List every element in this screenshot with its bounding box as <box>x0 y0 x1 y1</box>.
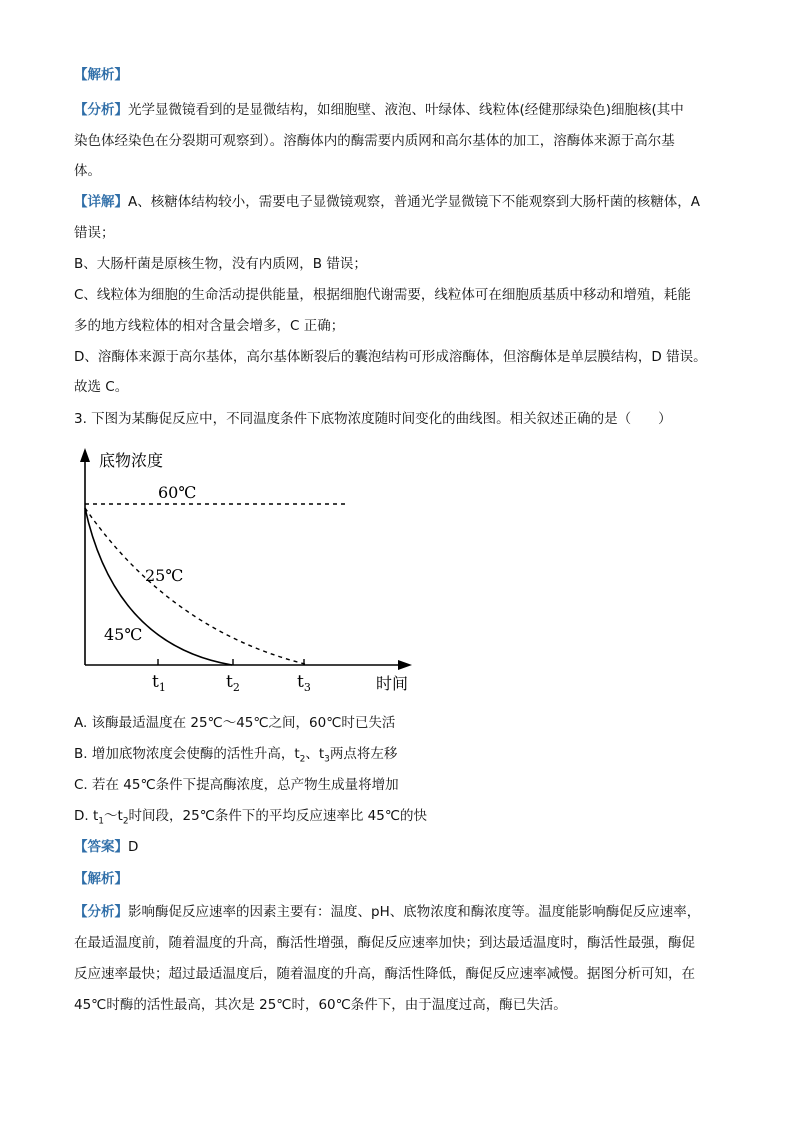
label-60: 60℃ <box>158 483 197 502</box>
x-axis-label: 时间 <box>376 674 409 693</box>
label-45: 45℃ <box>104 625 143 644</box>
jiexi-heading-2 <box>74 870 128 888</box>
xiangjie-line-b: B、大肠杆菌是原核生物，没有内质网，B 错误； <box>74 256 367 272</box>
option-d-mid: ～t <box>104 808 123 824</box>
enzyme-graph <box>60 440 420 700</box>
option-d-sub1: 1 <box>98 816 105 827</box>
xiangjie-line-a2: 错误； <box>74 225 115 241</box>
fenxi-line-3: 体。 <box>74 163 101 179</box>
answer-line <box>74 838 138 856</box>
xiangjie-text: A、核糖体结构较小，需要电子显微镜观察，普通光学显微镜下不能观察到大肠杆菌的核糖体，A <box>128 194 700 210</box>
option-b-post: 两点将左移 <box>329 746 398 762</box>
option-d <box>74 807 427 831</box>
option-b-sub1: 2 <box>299 754 306 765</box>
xiangjie-line-a1 <box>74 193 700 211</box>
option-c: C. 若在 45℃条件下提高酶浓度，总产物生成量将增加 <box>74 777 399 793</box>
label-25: 25℃ <box>145 566 184 585</box>
fenxi-tag: 【分析】 <box>74 102 128 118</box>
fenxi-line-1 <box>74 101 684 119</box>
fenxi-tag-2: 【分析】 <box>74 904 128 920</box>
question-stem: 3. 下图为某酶促反应中，不同温度条件下底物浓度随时间变化的曲线图。相关叙述正确的是（ ） <box>74 411 672 427</box>
option-a: A. 该酶最适温度在 25℃～45℃之间，60℃时已失活 <box>74 715 396 731</box>
x-axis-arrow <box>398 660 412 670</box>
option-d-sub2: 2 <box>122 816 129 827</box>
fenxi-text: 光学显微镜看到的是显微结构，如细胞壁、液泡、叶绿体、线粒体(经健那绿染色)细胞核(其中 <box>128 102 684 118</box>
xiangjie-line-c1: C、线粒体为细胞的生命活动提供能量，根据细胞代谢需要，线粒体可在细胞质基质中移动和增殖，耗能 <box>74 287 691 303</box>
jiexi-tag-2: 【解析】 <box>74 871 128 887</box>
analysis-text-1: 影响酶促反应速率的因素主要有：温度、pH、底物浓度和酶浓度等。温度能影响酶促反应速率， <box>128 904 701 920</box>
option-b-pre: B. 增加底物浓度会使酶的活性升高，t <box>74 746 300 762</box>
option-b <box>74 745 397 769</box>
jiexi-heading-1 <box>74 66 128 84</box>
option-b-mid: 、t <box>305 746 325 762</box>
y-axis-arrow <box>80 448 90 462</box>
xiangjie-line-d1: D、溶酶体来源于高尔基体，高尔基体断裂后的囊泡结构可形成溶酶体，但溶酶体是单层膜结构，D 错误。 <box>74 349 707 365</box>
y-axis-label: 底物浓度 <box>99 451 164 470</box>
tick-label-t3: $t_3$ <box>297 672 311 694</box>
fenxi-line-2: 染色体经染色在分裂期可观察到）。溶酶体内的酶需要内质网和高尔基体的加工，溶酶体来源于高尔基 <box>74 133 675 149</box>
xiangjie-line-c2: 多的地方线粒体的相对含量会增多，C 正确； <box>74 318 345 334</box>
option-b-sub2: 3 <box>324 754 330 765</box>
answer-tag: 【答案】 <box>74 839 128 855</box>
analysis-line-3: 反应速率最快；超过最适温度后，随着温度的升高，酶活性降低，酶促反应速率减慢。据图分析可知，在 <box>74 966 695 982</box>
analysis-line-2: 在最适温度前，随着温度的升高，酶活性增强，酶促反应速率加快；到达最适温度时，酶活性最强，酶促 <box>74 935 695 951</box>
analysis-line-4: 45℃时酶的活性最高，其次是 25℃时，60℃条件下，由于温度过高，酶已失活。 <box>74 997 567 1013</box>
tick-label-t2: $t_2$ <box>226 672 240 694</box>
answer-value: D <box>128 839 139 855</box>
xiangjie-tag: 【详解】 <box>74 194 128 210</box>
jiexi-tag: 【解析】 <box>74 67 128 83</box>
xiangjie-line-d2: 故选 C。 <box>74 379 129 395</box>
option-d-pre: D. t <box>74 808 99 824</box>
option-d-post: 时间段，25℃条件下的平均反应速率比 45℃的快 <box>128 808 428 824</box>
tick-label-t1: $t_1$ <box>152 672 166 694</box>
analysis-line-1 <box>74 903 700 921</box>
